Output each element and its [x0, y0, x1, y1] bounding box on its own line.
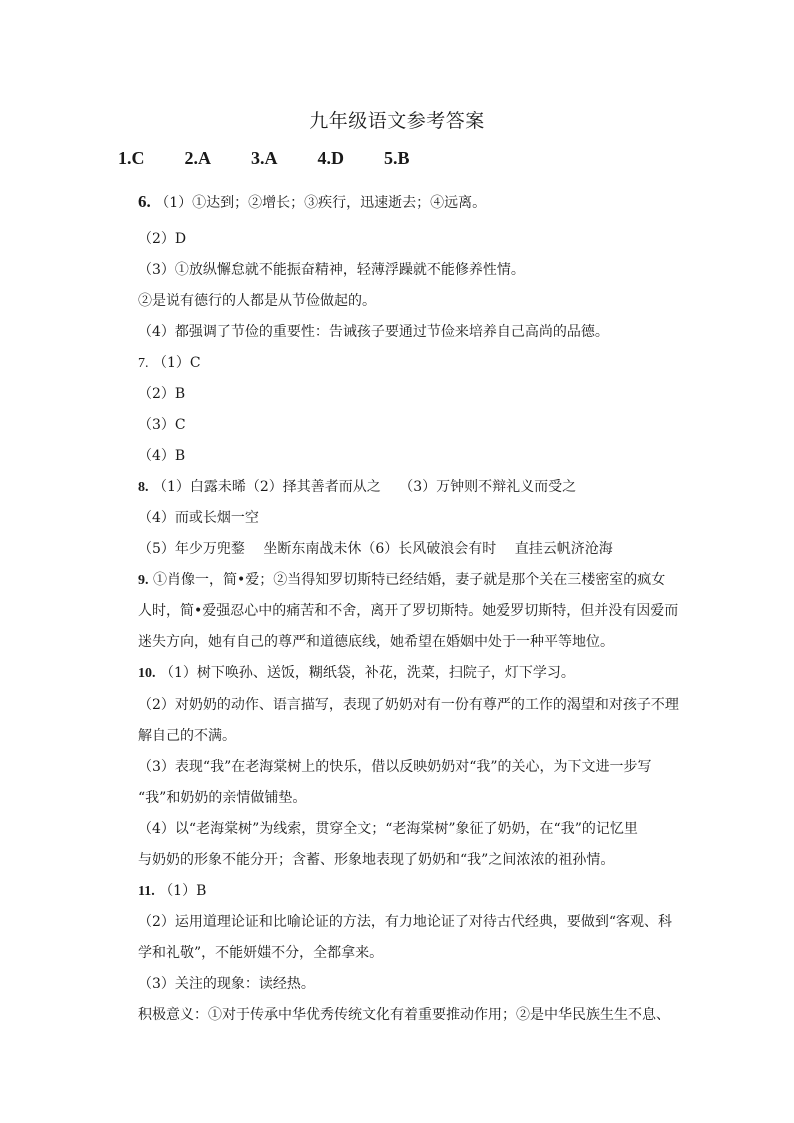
answer-line: [138, 538, 613, 558]
answer-text: 积极意义：①对于传承中华优秀传统文化有着重要推动作用；②是中华民族生生不息、: [138, 1007, 670, 1023]
answer-text: （4）而或长烟一空: [138, 510, 259, 526]
answer-line: [138, 352, 201, 372]
page-title: 九年级语文参考答案: [309, 110, 485, 132]
answer-line: [138, 662, 575, 682]
answer-text: （3）C: [138, 417, 186, 433]
answer-line: [138, 228, 186, 248]
answer-line: [138, 849, 614, 869]
answer-text: 解自己的不满。: [138, 728, 236, 744]
answer-text: （4）以“老海棠树”为线索，贯穿全文；“老海棠树”象征了奶奶，在“我”的记忆里: [138, 821, 638, 837]
answer-text: （1）①达到；②增长；③疾行，迅速逝去；④远离。: [155, 195, 487, 211]
answer-text: “我”和奶奶的亲情做铺垫。: [138, 790, 307, 806]
answer-text: 人时，简•爱强忍心中的痛苦和不舍，离开了罗切斯特。她爱罗切斯特，但并没有因爱而: [138, 603, 679, 619]
answer-text: （2）对奶奶的动作、语言描写，表现了奶奶对有一份有尊严的工作的渴望和对孩子不理: [138, 697, 679, 713]
mcq-answer: 1.C: [118, 148, 145, 168]
answer-text: ①肖像一，简•爱；②当得知罗切斯特已经结婚，妻子就是那个关在三楼密室的疯女: [152, 572, 666, 588]
answer-line: [138, 818, 638, 838]
answer-text: （2）D: [138, 231, 187, 247]
question-number: 6.: [138, 192, 151, 211]
question-number: 8.: [138, 480, 149, 495]
answer-line: [138, 476, 576, 496]
answer-text: （1）树下唤孙、送饭，糊纸袋，补花，洗菜，扫院子，灯下学习。: [159, 665, 575, 681]
answer-text: （5）年少万兜鍪 坐断东南战未休（6）长风破浪会有时 直挂云帆济沧海: [138, 541, 613, 557]
answer-line: [138, 321, 609, 341]
mcq-answer: 5.B: [384, 148, 410, 168]
answer-text: （4）都强调了节俭的重要性：告诫孩子要通过节俭来培养自己高尚的品德。: [138, 324, 609, 340]
answer-text: 与奶奶的形象不能分开；含蓄、形象地表现了奶奶和“我”之间浓浓的祖孙情。: [138, 852, 615, 868]
answer-line: [138, 942, 383, 962]
answer-line: [138, 756, 652, 776]
answer-text: （1）B: [159, 883, 207, 899]
answer-text: （3）关注的现象：读经热。: [138, 976, 315, 992]
answer-line: [138, 259, 525, 279]
mcq-answer: 2.A: [184, 148, 211, 168]
question-number: 9.: [138, 573, 149, 588]
answer-line: [138, 1004, 670, 1024]
answer-line: [138, 880, 206, 900]
answer-text: （2）运用道理论证和比喻论证的方法，有力地论证了对待古代经典，要做到“客观、科: [138, 914, 673, 930]
answer-text: （1）C: [152, 355, 201, 371]
answer-text: 迷失方向，她有自己的尊严和道德底线，她希望在婚姻中处于一种平等地位。: [138, 634, 614, 650]
answer-text: （1）白露未晞（2）择其善者而从之 （3）万钟则不辩礼义而受之: [152, 479, 577, 495]
answer-line: [138, 911, 672, 931]
answer-line: [138, 787, 306, 807]
answer-line: [138, 725, 236, 745]
answer-line: [138, 445, 185, 465]
answer-line: [138, 631, 614, 651]
answer-line: [138, 192, 486, 212]
answer-text: ②是说有德行的人都是从节俭做起的。: [138, 293, 376, 309]
answer-text: （2）B: [138, 386, 186, 402]
answer-line: [138, 569, 665, 589]
answer-line: [138, 507, 259, 527]
answer-line: [138, 383, 185, 403]
question-number: 7.: [138, 356, 149, 371]
answer-line: [138, 600, 678, 620]
answer-text: （3）①放纵懈怠就不能振奋精神，轻薄浮躁就不能修养性情。: [138, 262, 525, 278]
answer-line: [138, 290, 376, 310]
question-number: 10.: [138, 666, 156, 681]
mcq-answer: 3.A: [251, 148, 278, 168]
mcq-answer: 4.D: [317, 148, 344, 168]
answer-text: 学和礼敬”，不能妍媸不分，全都拿来。: [138, 945, 384, 961]
question-number: 11.: [138, 884, 155, 899]
answer-text: （3）表现“我”在老海棠树上的快乐，借以反映奶奶对“我”的关心，为下文进一步写: [138, 759, 652, 775]
answer-line: [138, 694, 679, 714]
answer-line: [138, 414, 186, 434]
multiple-choice-answers: [118, 148, 410, 169]
answer-text: （4）B: [138, 448, 186, 464]
answer-line: [138, 973, 315, 993]
